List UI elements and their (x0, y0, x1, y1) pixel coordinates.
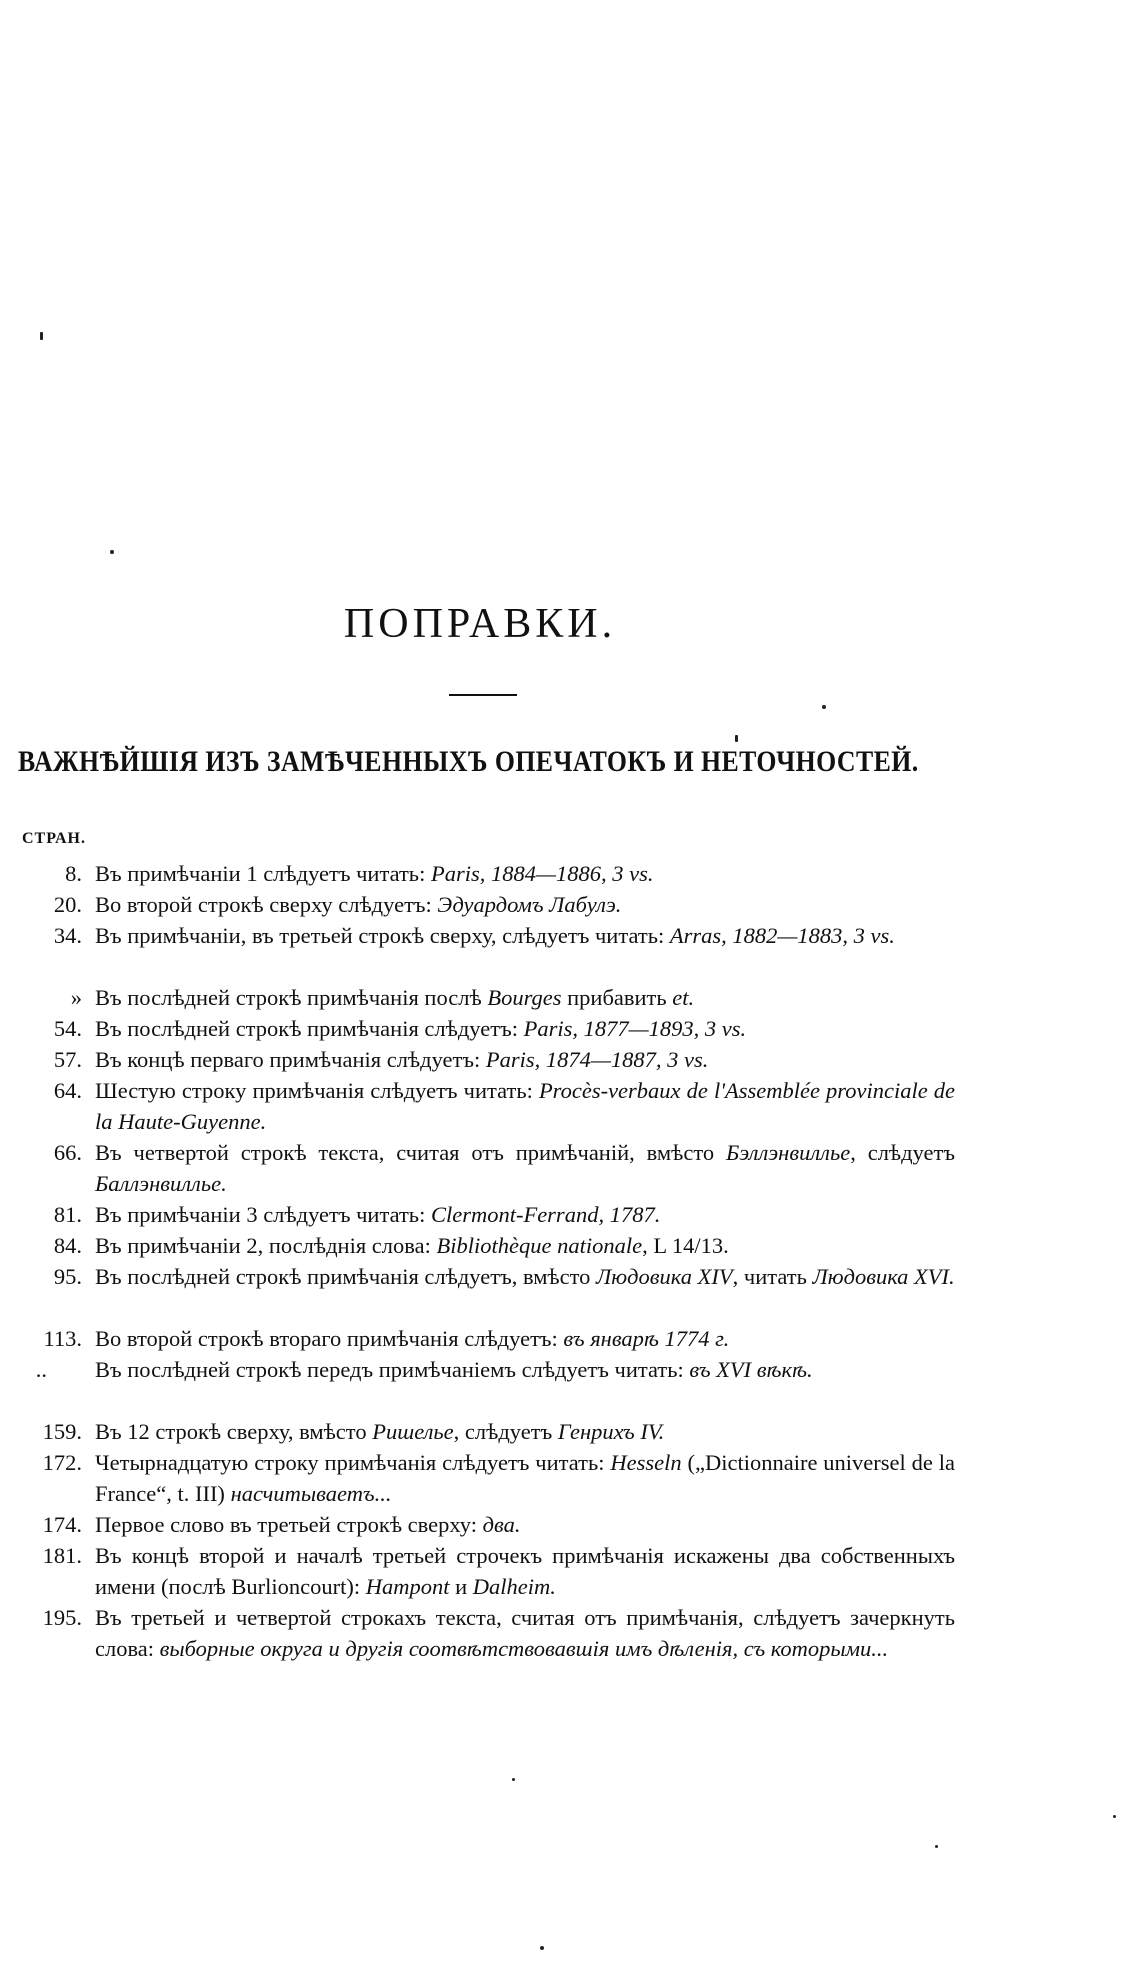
correction-italic: насчитываетъ... (230, 1481, 392, 1506)
entry-text (95, 1354, 955, 1385)
correction-text: , слѣдуетъ (850, 1140, 955, 1165)
page-number: 81. (53, 1202, 82, 1227)
entry-text (95, 1261, 955, 1292)
entry-text (95, 1416, 955, 1447)
ink-speck (110, 550, 114, 554)
correction-italic: Paris, 1877—1893, 3 vs. (523, 1016, 747, 1041)
ink-speck (822, 705, 826, 709)
correction-text: Въ 12 строкѣ сверху, вмѣсто (95, 1419, 373, 1444)
correction-italic: Procès-verbaux de l'Assemblée provinciale de la Haute-Guyenne. (95, 1078, 956, 1134)
correction-text: , слѣдуетъ (453, 1419, 558, 1444)
entry-text (95, 1230, 955, 1261)
entry-text (95, 1602, 955, 1664)
errata-entry (0, 889, 960, 920)
errata-entry (0, 1199, 960, 1230)
errata-entry (0, 1075, 960, 1137)
correction-italic: Bourges (487, 985, 562, 1010)
correction-italic: въ январѣ 1774 г. (563, 1326, 730, 1351)
page-number: 66. (53, 1140, 82, 1165)
ink-speck (540, 1946, 544, 1950)
entry-text (95, 1075, 955, 1137)
ink-speck (935, 1845, 938, 1848)
errata-entry (0, 982, 960, 1013)
correction-italic: Людовика XIV (596, 1264, 733, 1289)
correction-italic: Arras, 1882—1883, 3 vs. (669, 923, 895, 948)
entry-text (95, 889, 955, 920)
correction-italic: Баллэнвиллье. (95, 1171, 227, 1196)
page-number: 64. (53, 1078, 82, 1103)
correction-italic: Bibliothèque nationale (436, 1233, 643, 1258)
page-number: 113. (43, 1326, 82, 1351)
correction-text: Во второй строкѣ втораго примѣчанія слѣдуетъ: (95, 1326, 564, 1351)
entry-text (95, 1199, 955, 1230)
errata-entry (0, 1447, 960, 1509)
correction-italic: Эдуардомъ Лабулэ. (437, 892, 622, 917)
correction-italic: Людовика XVI. (812, 1264, 955, 1289)
correction-italic: два. (482, 1512, 521, 1537)
errata-entry (0, 1137, 960, 1199)
errata-entry (0, 1416, 960, 1447)
correction-text: , L 14/13. (642, 1233, 729, 1258)
correction-text: Въ послѣдней строкѣ примѣчанія слѣдуетъ, вмѣсто (95, 1264, 597, 1289)
correction-text: , читать (732, 1264, 813, 1289)
ink-speck (512, 1778, 515, 1781)
errata-entry (0, 858, 960, 889)
entry-text (95, 1447, 955, 1509)
correction-italic: въ XVI вѣкѣ. (689, 1357, 813, 1382)
page-number: 54. (53, 1016, 82, 1041)
entry-text (95, 982, 955, 1013)
entry-text (95, 1137, 955, 1199)
correction-italic: Paris, 1874—1887, 3 vs. (485, 1047, 709, 1072)
correction-text: Въ послѣдней строкѣ передъ примѣчаніемъ слѣдуетъ читать: (95, 1357, 690, 1382)
errata-entry (0, 1261, 960, 1323)
page-number: 95. (53, 1264, 82, 1289)
page-number: 34. (53, 923, 82, 948)
correction-italic: Clermont-Ferrand, 1787. (430, 1202, 661, 1227)
correction-text: Въ концѣ второй и началѣ третьей строчекъ примѣчанія искажены два собственныхъ имени (послѣ Burlioncourt): (95, 1543, 955, 1599)
errata-entry (0, 1602, 960, 1695)
correction-text: („Dictionnaire universel de la France“, t. III) (95, 1450, 955, 1506)
correction-text: Въ примѣчаніи, въ третьей строкѣ сверху, слѣдуетъ читать: (95, 923, 670, 948)
correction-italic: Бэллэнвилльe (726, 1140, 851, 1165)
page-number: 84. (53, 1233, 82, 1258)
title-divider (449, 694, 517, 696)
correction-text: Въ примѣчаніи 1 слѣдуетъ читать: (95, 861, 431, 886)
correction-italic: выборные округа и другія соотвѣтствовавшія имъ дѣленія, съ которыми... (159, 1636, 889, 1661)
correction-text: Четырнадцатую строку примѣчанія слѣдуетъ читать: (95, 1450, 611, 1475)
correction-text: прибавить (561, 985, 673, 1010)
correction-italic: et. (672, 985, 695, 1010)
errata-entry (0, 1509, 960, 1540)
page-number: 20. (53, 892, 82, 917)
correction-italic: Hampont (365, 1574, 450, 1599)
correction-italic: Hesseln (610, 1450, 682, 1475)
errata-entry (0, 1044, 960, 1075)
entry-text (95, 1013, 955, 1044)
correction-text: Въ послѣдней строкѣ примѣчанія слѣдуетъ: (95, 1016, 524, 1041)
page-number: 172. (42, 1450, 82, 1475)
correction-italic: Ришелье (372, 1419, 454, 1444)
correction-text: Въ примѣчаніи 2, послѣднія слова: (95, 1233, 437, 1258)
correction-text: Въ примѣчаніи 3 слѣдуетъ читать: (95, 1202, 431, 1227)
page-number: 195. (42, 1605, 82, 1630)
page-number: 174. (42, 1512, 82, 1537)
correction-text: Въ четвертой строкѣ текста, считая отъ примѣчаній, вмѣсто (95, 1140, 726, 1165)
page-number: 8. (65, 861, 82, 886)
errata-entry (0, 1230, 960, 1261)
correction-text: Въ послѣдней строкѣ примѣчанія послѣ (95, 985, 488, 1010)
correction-text: Въ третьей и четвертой строкахъ текста, считая отъ примѣчанія, слѣдуетъ зачеркнуть слова: (95, 1605, 955, 1661)
errata-entry (0, 1013, 960, 1044)
page-number: 159. (42, 1419, 82, 1444)
page-number: 57. (53, 1047, 82, 1072)
correction-text: Во второй строкѣ сверху слѣдуетъ: (95, 892, 438, 917)
errata-list (0, 858, 960, 1695)
correction-italic: Paris, 1884—1886, 3 vs. (430, 861, 654, 886)
correction-text: и (449, 1574, 473, 1599)
ink-speck (40, 332, 43, 340)
errata-entry (0, 1354, 960, 1416)
ink-speck (735, 735, 738, 742)
page-number: .. (35, 1357, 47, 1382)
page-number: 181. (42, 1543, 82, 1568)
subtitle: ВАЖНѢЙШІЯ ИЗЪ ЗАМѢЧЕННЫХЪ ОПЕЧАТОКЪ И НЕТОЧНОСТЕЙ. (18, 745, 919, 778)
entry-text (95, 920, 955, 951)
entry-text (95, 1044, 955, 1075)
correction-text: Въ концѣ перваго примѣчанія слѣдуетъ: (95, 1047, 486, 1072)
ink-speck (1113, 1815, 1116, 1818)
errata-entry (0, 1323, 960, 1354)
correction-italic: Генрихъ IV. (557, 1419, 665, 1444)
page-title: ПОПРАВКИ. (343, 601, 617, 647)
entry-text (95, 1323, 955, 1354)
page-number: » (70, 985, 82, 1010)
correction-text: Первое слово въ третьей строкѣ сверху: (95, 1512, 483, 1537)
entry-text (95, 1540, 955, 1602)
page-column-label: СТРАН. (22, 830, 86, 847)
errata-entry (0, 920, 960, 982)
correction-italic: Dalheim. (472, 1574, 556, 1599)
entry-text (95, 858, 955, 889)
correction-text: Шестую строку примѣчанія слѣдуетъ читать: (95, 1078, 539, 1103)
entry-text (95, 1509, 955, 1540)
errata-entry (0, 1540, 960, 1602)
